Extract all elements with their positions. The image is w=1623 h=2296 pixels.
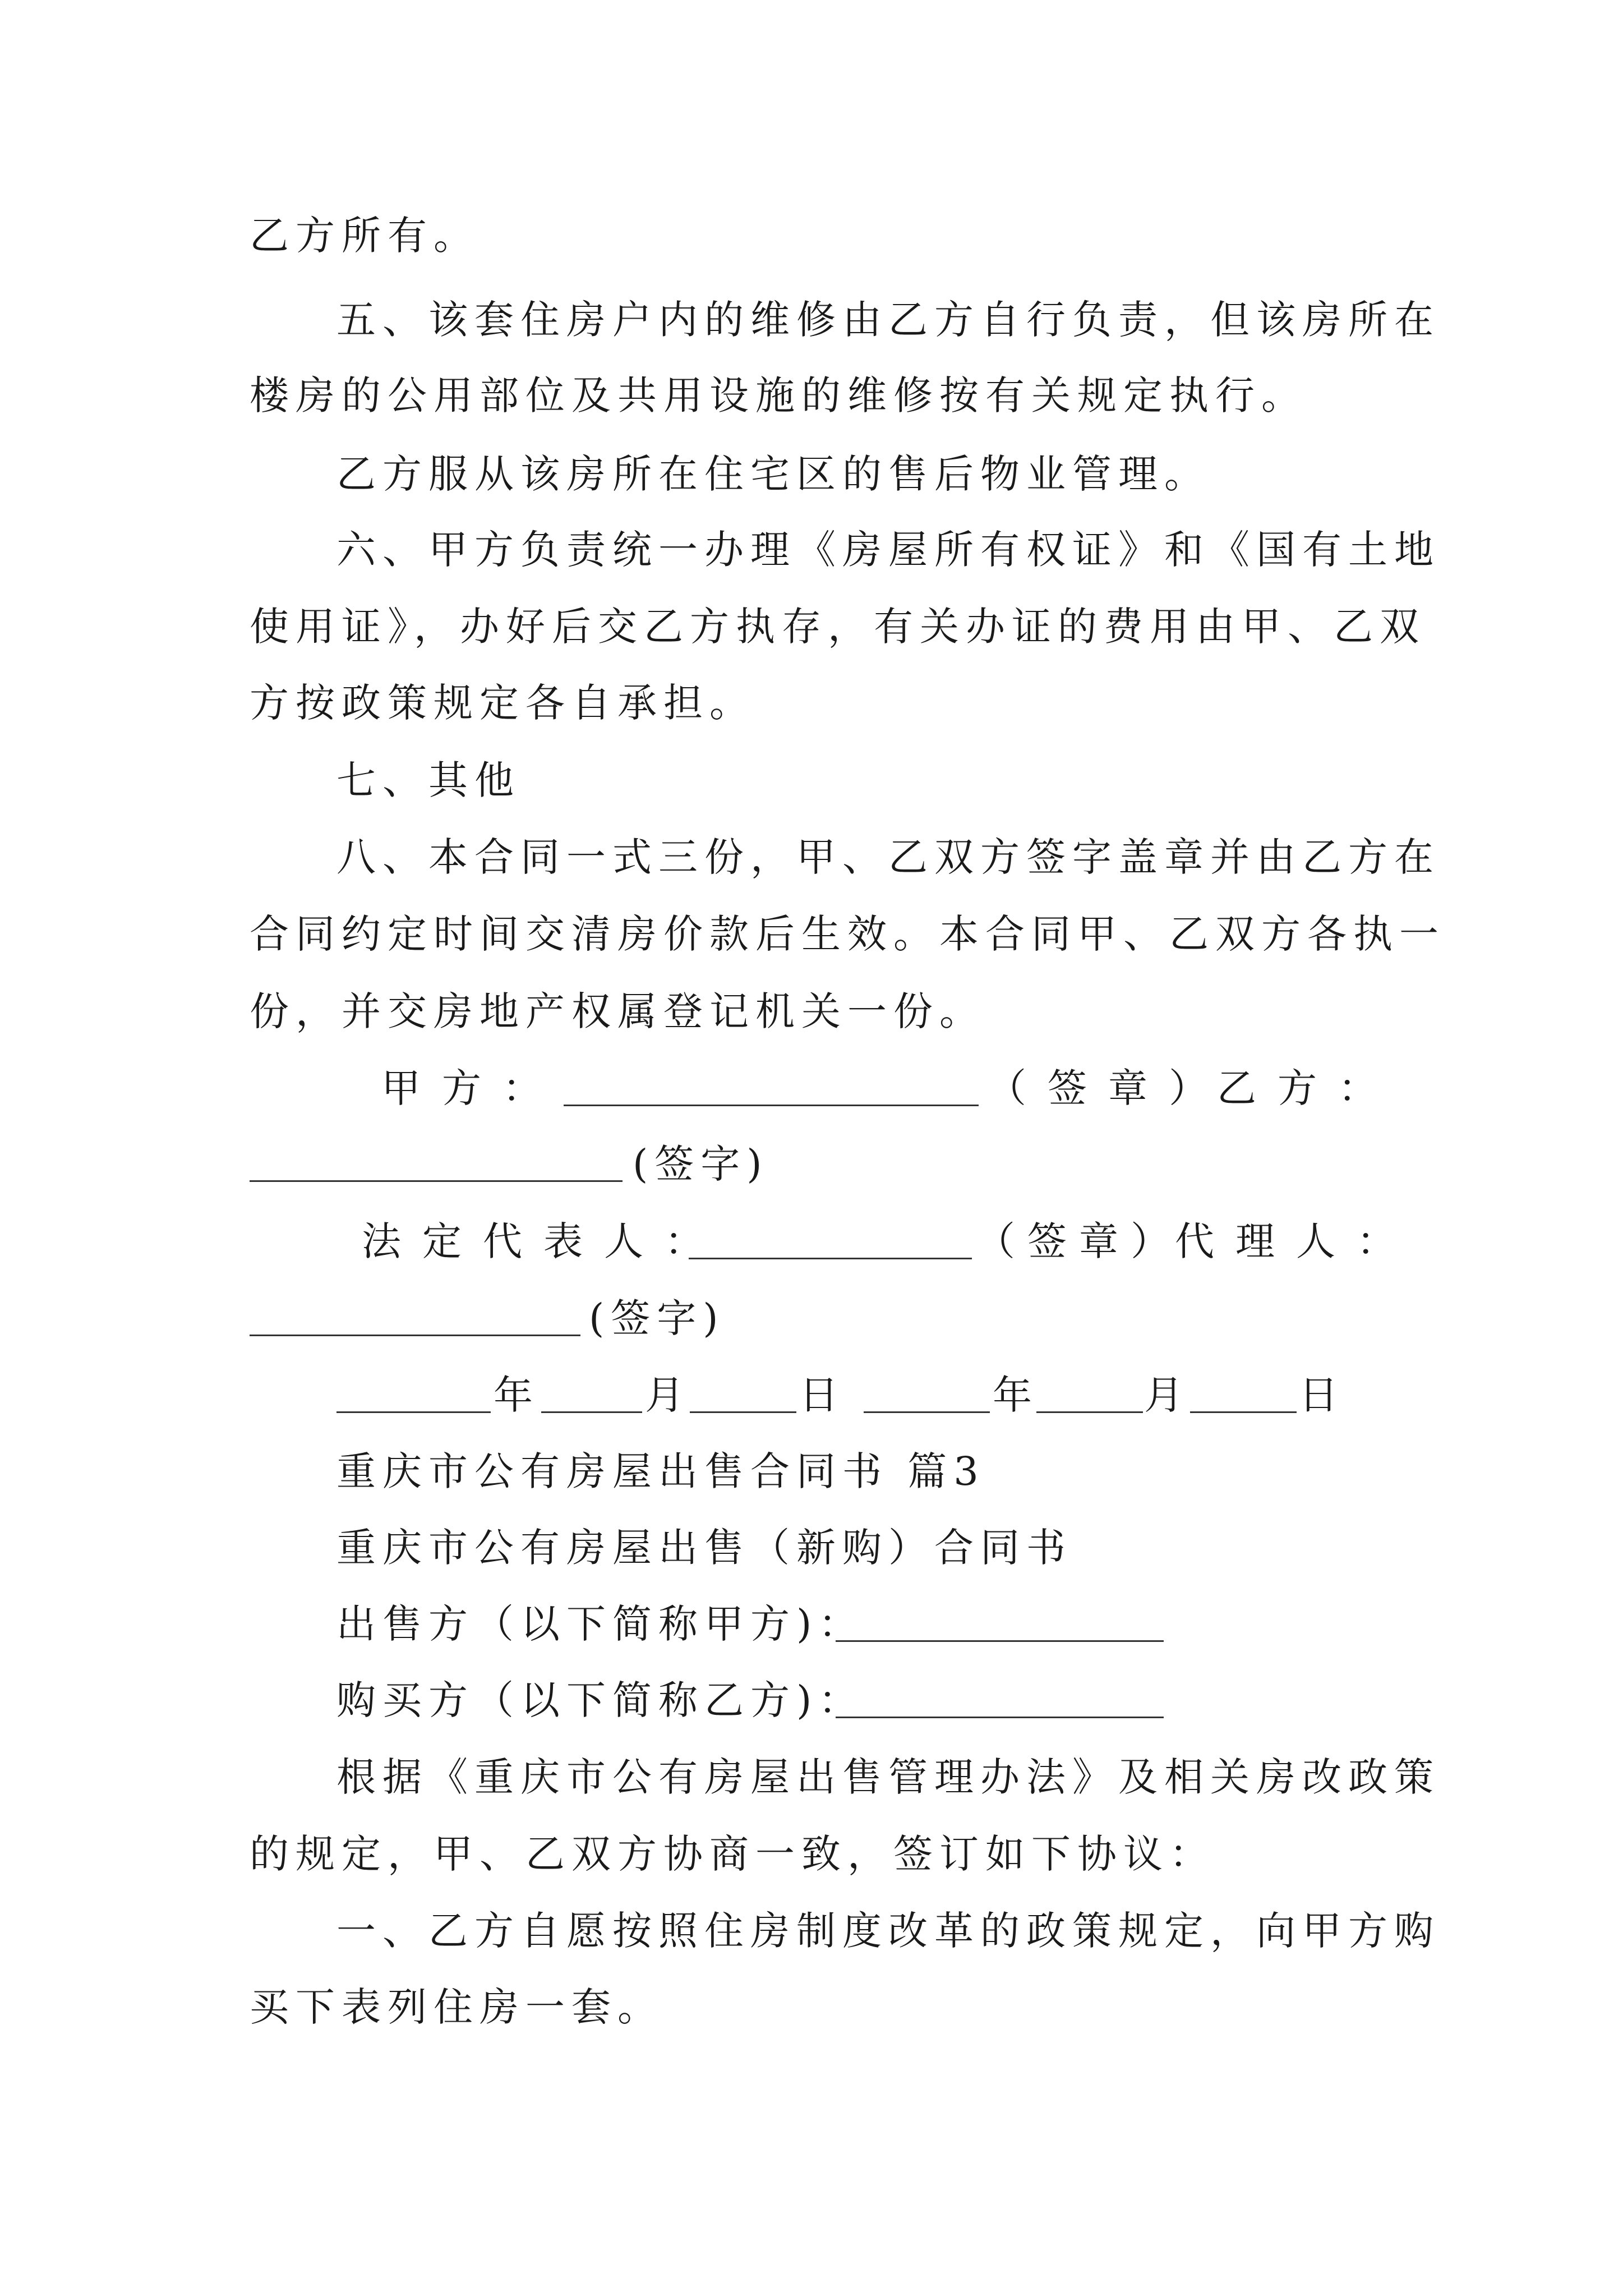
legal-rep-label: 法定代表人： — [362, 1218, 725, 1264]
buyer-field[interactable] — [836, 1681, 1164, 1720]
sign-label: (签字) — [589, 1295, 725, 1341]
text-line: 八、本合同一式三份，甲、乙双方签字盖章并由乙方在 — [336, 834, 1440, 880]
text-line: 一、乙方自愿按照住房制度改革的政策规定，向甲方购 — [336, 1908, 1440, 1954]
agent-signature-field[interactable] — [250, 1299, 580, 1338]
text-line: 乙方服从该房所在住宅区的售后物业管理。 — [336, 451, 1210, 497]
month-field-b[interactable] — [1036, 1375, 1143, 1415]
day-field-b[interactable] — [1190, 1375, 1297, 1415]
buyer-label: 购买方（以下简称乙方)： — [336, 1677, 865, 1723]
text-line: 使用证》，办好后交乙方执存，有关办证的费用由甲、乙双 — [250, 604, 1426, 650]
contract-title: 重庆市公有房屋出售（新购）合同书 — [336, 1525, 1072, 1571]
sign-label: (签字) — [633, 1141, 769, 1187]
section-heading: 重庆市公有房屋出售合同书 篇3 — [336, 1448, 985, 1494]
month-field-a[interactable] — [541, 1375, 642, 1415]
text-line: 方按政策规定各自承担。 — [250, 680, 755, 726]
seal-label: （签章） — [976, 1218, 1182, 1264]
text-line: 买下表列住房一套。 — [250, 1984, 663, 2030]
year-field-b[interactable] — [864, 1375, 990, 1415]
text-line: 的规定，甲、乙双方协商一致，签订如下协议： — [250, 1831, 1215, 1877]
text-line: 份，并交房地产权属登记机关一份。 — [250, 988, 985, 1034]
seller-label: 出售方（以下简称甲方)： — [336, 1601, 865, 1647]
text-line: 七、其他 — [336, 757, 520, 803]
seller-field[interactable] — [836, 1604, 1164, 1644]
text-line: 六、甲方负责统一办理《房屋所有权证》和《国有土地 — [336, 527, 1440, 573]
party-b-signature-field[interactable] — [250, 1144, 623, 1184]
text-line: 根据《重庆市公有房屋出售管理办法》及相关房改政策 — [336, 1754, 1440, 1800]
legal-rep-signature-field[interactable] — [689, 1222, 972, 1261]
month-label: 月 — [1144, 1372, 1190, 1418]
seal-label: （签章） — [987, 1065, 1229, 1111]
day-label: 日 — [1299, 1372, 1345, 1418]
text-line: 五、该套住房户内的维修由乙方自行负责，但该房所在 — [336, 297, 1440, 343]
party-a-label: 甲方： — [381, 1065, 563, 1111]
month-label: 月 — [645, 1372, 691, 1418]
text-line: 楼房的公用部位及共用设施的维修按有关规定执行。 — [250, 372, 1307, 418]
year-field-a[interactable] — [336, 1375, 491, 1415]
party-a-signature-field[interactable] — [564, 1069, 979, 1108]
agent-label: 代理人： — [1175, 1218, 1417, 1264]
day-field-a[interactable] — [690, 1375, 796, 1415]
party-b-label: 乙方： — [1217, 1065, 1399, 1111]
text-line: 乙方所有。 — [250, 213, 479, 259]
text-line: 合同约定时间交清房价款后生效。本合同甲、乙双方各执一 — [250, 911, 1445, 957]
year-label: 年 — [494, 1372, 540, 1418]
day-label: 日 — [799, 1372, 845, 1418]
year-label: 年 — [993, 1372, 1039, 1418]
